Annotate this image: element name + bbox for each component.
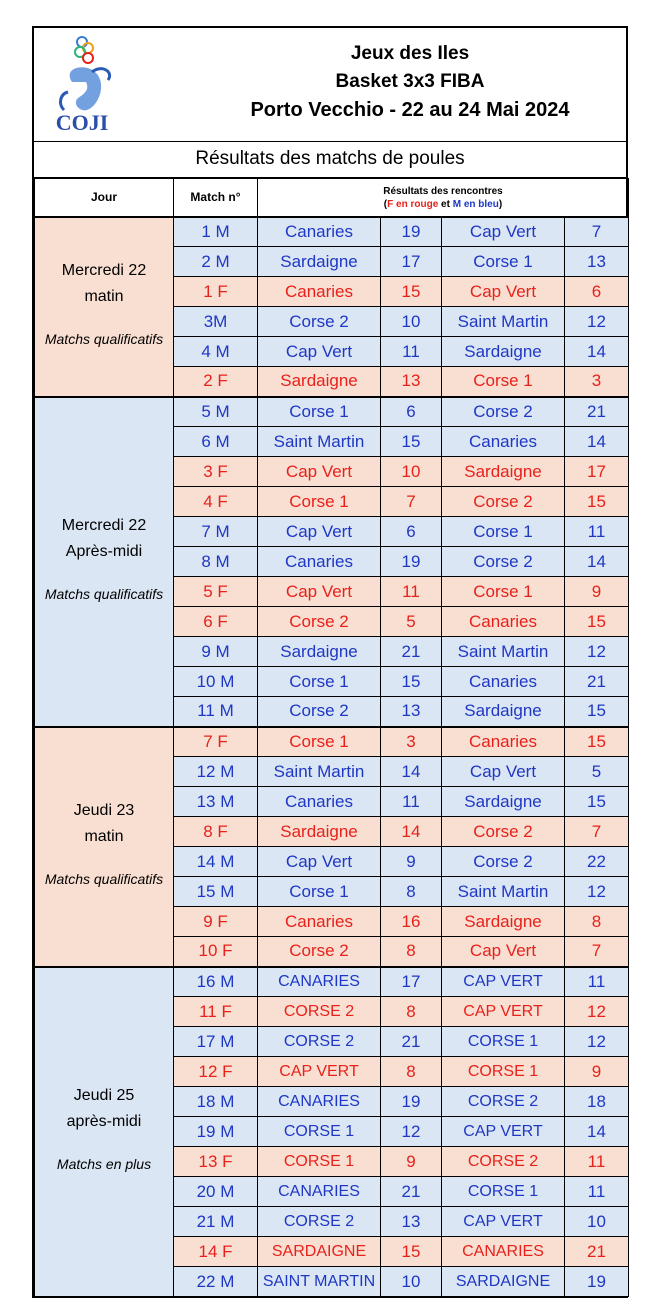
score-2: 7 bbox=[565, 817, 629, 847]
match-number: 5 M bbox=[174, 397, 258, 427]
match-number: 2 F bbox=[174, 367, 258, 397]
score-1: 12 bbox=[381, 1117, 442, 1147]
score-2: 11 bbox=[565, 1177, 629, 1207]
team-1: CAP VERT bbox=[258, 1057, 381, 1087]
match-number: 16 M bbox=[174, 967, 258, 997]
legend-male: M en bleu bbox=[452, 199, 499, 211]
score-1: 19 bbox=[381, 217, 442, 247]
col-results: Résultats des rencontres (F en rouge et M en bleu) bbox=[258, 179, 629, 217]
team-2: CORSE 2 bbox=[442, 1087, 565, 1117]
match-row bbox=[35, 217, 629, 247]
score-2: 6 bbox=[565, 277, 629, 307]
score-1: 14 bbox=[381, 757, 442, 787]
score-2: 21 bbox=[565, 397, 629, 427]
match-row bbox=[35, 397, 629, 427]
session-note: Matchs en plus bbox=[56, 1156, 152, 1173]
score-2: 17 bbox=[565, 457, 629, 487]
team-1: Corse 2 bbox=[258, 937, 381, 967]
match-number: 3M bbox=[174, 307, 258, 337]
team-1: Sardaigne bbox=[258, 817, 381, 847]
score-2: 10 bbox=[565, 1207, 629, 1237]
title-line-1: Jeux des Iles bbox=[350, 43, 470, 64]
session-note: Matchs qualificatifs bbox=[44, 331, 164, 347]
team-2: Canaries bbox=[442, 667, 565, 697]
score-2: 18 bbox=[565, 1087, 629, 1117]
session-day-cell bbox=[35, 727, 174, 967]
match-number: 13 F bbox=[174, 1147, 258, 1177]
score-2: 15 bbox=[565, 487, 629, 517]
match-number: 17 M bbox=[174, 1027, 258, 1057]
team-2: SARDAIGNE bbox=[442, 1267, 565, 1297]
table-subtitle: Résultats des matchs de poules bbox=[34, 142, 626, 178]
team-1: CORSE 2 bbox=[258, 1207, 381, 1237]
score-2: 9 bbox=[565, 577, 629, 607]
score-2: 14 bbox=[565, 1117, 629, 1147]
team-2: CORSE 1 bbox=[442, 1027, 565, 1057]
score-1: 19 bbox=[381, 547, 442, 577]
team-2: Cap Vert bbox=[442, 217, 565, 247]
score-2: 13 bbox=[565, 247, 629, 277]
team-1: Corse 1 bbox=[258, 667, 381, 697]
score-1: 11 bbox=[381, 787, 442, 817]
team-2: Corse 2 bbox=[442, 487, 565, 517]
team-2: Corse 2 bbox=[442, 847, 565, 877]
team-2: Corse 1 bbox=[442, 247, 565, 277]
match-number: 2 M bbox=[174, 247, 258, 277]
score-1: 14 bbox=[381, 817, 442, 847]
match-number: 8 F bbox=[174, 817, 258, 847]
team-1: CORSE 2 bbox=[258, 997, 381, 1027]
score-1: 11 bbox=[381, 577, 442, 607]
session-note: Matchs qualificatifs bbox=[44, 586, 164, 602]
coji-logo bbox=[42, 32, 122, 136]
score-2: 14 bbox=[565, 427, 629, 457]
team-2: CANARIES bbox=[442, 1237, 565, 1267]
team-1: Canaries bbox=[258, 547, 381, 577]
team-2: CORSE 2 bbox=[442, 1147, 565, 1177]
score-1: 15 bbox=[381, 667, 442, 697]
score-1: 13 bbox=[381, 367, 442, 397]
team-1: SAINT MARTIN bbox=[258, 1267, 381, 1297]
match-number: 10 F bbox=[174, 937, 258, 967]
score-2: 15 bbox=[565, 787, 629, 817]
score-2: 9 bbox=[565, 1057, 629, 1087]
header-row bbox=[35, 179, 629, 217]
team-2: Sardaigne bbox=[442, 337, 565, 367]
team-1: CANARIES bbox=[258, 967, 381, 997]
team-2: Sardaigne bbox=[442, 457, 565, 487]
score-2: 21 bbox=[565, 667, 629, 697]
team-1: Canaries bbox=[258, 907, 381, 937]
score-1: 21 bbox=[381, 1027, 442, 1057]
session-day-cell bbox=[35, 397, 174, 727]
team-1: Corse 2 bbox=[258, 697, 381, 727]
match-number: 21 M bbox=[174, 1207, 258, 1237]
match-number: 9 M bbox=[174, 637, 258, 667]
score-1: 21 bbox=[381, 637, 442, 667]
team-2: CAP VERT bbox=[442, 1207, 565, 1237]
team-2: Corse 2 bbox=[442, 397, 565, 427]
team-2: CAP VERT bbox=[442, 1117, 565, 1147]
team-1: SARDAIGNE bbox=[258, 1237, 381, 1267]
match-number: 20 M bbox=[174, 1177, 258, 1207]
team-2: Sardaigne bbox=[442, 907, 565, 937]
results-table bbox=[34, 178, 629, 1297]
legend: (F en rouge et M en bleu) bbox=[383, 199, 503, 211]
event-title bbox=[204, 40, 616, 124]
match-number: 14 F bbox=[174, 1237, 258, 1267]
team-1: Corse 2 bbox=[258, 607, 381, 637]
legend-female: F en rouge bbox=[387, 199, 439, 211]
team-2: CORSE 1 bbox=[442, 1177, 565, 1207]
score-2: 12 bbox=[565, 307, 629, 337]
team-1: Saint Martin bbox=[258, 427, 381, 457]
score-1: 13 bbox=[381, 697, 442, 727]
col-match: Match n° bbox=[174, 179, 258, 217]
score-1: 17 bbox=[381, 967, 442, 997]
score-1: 11 bbox=[381, 337, 442, 367]
team-2: Corse 2 bbox=[442, 817, 565, 847]
score-1: 3 bbox=[381, 727, 442, 757]
score-2: 15 bbox=[565, 727, 629, 757]
team-1: Corse 1 bbox=[258, 727, 381, 757]
title-line-3: Porto Vecchio - 22 au 24 Mai 2024 bbox=[250, 99, 570, 121]
team-1: CANARIES bbox=[258, 1177, 381, 1207]
team-1: Corse 1 bbox=[258, 397, 381, 427]
match-number: 11 M bbox=[174, 697, 258, 727]
score-1: 15 bbox=[381, 277, 442, 307]
team-1: Corse 1 bbox=[258, 487, 381, 517]
match-number: 4 M bbox=[174, 337, 258, 367]
team-1: Cap Vert bbox=[258, 517, 381, 547]
score-2: 15 bbox=[565, 607, 629, 637]
team-2: Corse 2 bbox=[442, 547, 565, 577]
session-time: matin bbox=[84, 288, 124, 305]
team-1: Corse 2 bbox=[258, 307, 381, 337]
team-2: Saint Martin bbox=[442, 307, 565, 337]
match-number: 3 F bbox=[174, 457, 258, 487]
match-number: 1 F bbox=[174, 277, 258, 307]
team-2: Saint Martin bbox=[442, 637, 565, 667]
score-1: 10 bbox=[381, 1267, 442, 1297]
score-1: 6 bbox=[381, 517, 442, 547]
session-day: Mercredi 22 bbox=[61, 262, 147, 279]
session-day-cell bbox=[35, 967, 174, 1297]
match-number: 4 F bbox=[174, 487, 258, 517]
match-row bbox=[35, 727, 629, 757]
score-1: 8 bbox=[381, 997, 442, 1027]
header bbox=[34, 28, 626, 142]
results-sheet bbox=[32, 26, 628, 1298]
match-number: 11 F bbox=[174, 997, 258, 1027]
score-2: 12 bbox=[565, 1027, 629, 1057]
score-1: 9 bbox=[381, 847, 442, 877]
score-2: 12 bbox=[565, 637, 629, 667]
score-2: 8 bbox=[565, 907, 629, 937]
score-1: 13 bbox=[381, 1207, 442, 1237]
team-2: Canaries bbox=[442, 607, 565, 637]
match-number: 6 F bbox=[174, 607, 258, 637]
team-2: Corse 1 bbox=[442, 577, 565, 607]
session-day: Jeudi 23 bbox=[73, 802, 135, 819]
match-number: 22 M bbox=[174, 1267, 258, 1297]
match-number: 5 F bbox=[174, 577, 258, 607]
team-1: Canaries bbox=[258, 277, 381, 307]
team-2: Cap Vert bbox=[442, 937, 565, 967]
match-row bbox=[35, 967, 629, 997]
match-number: 14 M bbox=[174, 847, 258, 877]
score-2: 14 bbox=[565, 337, 629, 367]
session-note: Matchs qualificatifs bbox=[44, 871, 164, 887]
team-2: CAP VERT bbox=[442, 967, 565, 997]
team-1: Cap Vert bbox=[258, 847, 381, 877]
match-number: 13 M bbox=[174, 787, 258, 817]
team-1: CANARIES bbox=[258, 1087, 381, 1117]
session-day: Jeudi 25 bbox=[73, 1087, 135, 1105]
team-1: Sardaigne bbox=[258, 247, 381, 277]
team-1: Canaries bbox=[258, 787, 381, 817]
team-1: CORSE 1 bbox=[258, 1117, 381, 1147]
team-2: Saint Martin bbox=[442, 877, 565, 907]
team-1: Canaries bbox=[258, 217, 381, 247]
session-time: après-midi bbox=[66, 1113, 142, 1131]
team-2: Canaries bbox=[442, 727, 565, 757]
match-number: 10 M bbox=[174, 667, 258, 697]
score-1: 17 bbox=[381, 247, 442, 277]
score-1: 8 bbox=[381, 877, 442, 907]
match-number: 19 M bbox=[174, 1117, 258, 1147]
score-2: 19 bbox=[565, 1267, 629, 1297]
score-2: 7 bbox=[565, 217, 629, 247]
score-1: 16 bbox=[381, 907, 442, 937]
team-2: Corse 1 bbox=[442, 517, 565, 547]
team-1: Cap Vert bbox=[258, 337, 381, 367]
score-2: 7 bbox=[565, 937, 629, 967]
team-1: Corse 1 bbox=[258, 877, 381, 907]
team-1: Cap Vert bbox=[258, 457, 381, 487]
team-2: CORSE 1 bbox=[442, 1057, 565, 1087]
match-number: 15 M bbox=[174, 877, 258, 907]
results-body bbox=[35, 217, 629, 1297]
match-number: 7 M bbox=[174, 517, 258, 547]
score-2: 15 bbox=[565, 697, 629, 727]
score-1: 15 bbox=[381, 427, 442, 457]
score-2: 12 bbox=[565, 877, 629, 907]
session-time: matin bbox=[84, 828, 124, 845]
score-1: 10 bbox=[381, 457, 442, 487]
match-number: 7 F bbox=[174, 727, 258, 757]
score-2: 11 bbox=[565, 1147, 629, 1177]
score-1: 15 bbox=[381, 1237, 442, 1267]
score-1: 10 bbox=[381, 307, 442, 337]
match-number: 12 F bbox=[174, 1057, 258, 1087]
team-2: Sardaigne bbox=[442, 787, 565, 817]
match-number: 6 M bbox=[174, 427, 258, 457]
session-day-cell bbox=[35, 217, 174, 397]
score-2: 22 bbox=[565, 847, 629, 877]
score-1: 7 bbox=[381, 487, 442, 517]
team-1: Saint Martin bbox=[258, 757, 381, 787]
team-1: Sardaigne bbox=[258, 367, 381, 397]
team-1: Sardaigne bbox=[258, 637, 381, 667]
score-2: 21 bbox=[565, 1237, 629, 1267]
score-1: 19 bbox=[381, 1087, 442, 1117]
col-jour: Jour bbox=[35, 179, 174, 217]
score-1: 8 bbox=[381, 937, 442, 967]
score-1: 8 bbox=[381, 1057, 442, 1087]
score-1: 6 bbox=[381, 397, 442, 427]
score-2: 11 bbox=[565, 517, 629, 547]
session-day: Mercredi 22 bbox=[61, 517, 147, 534]
match-number: 8 M bbox=[174, 547, 258, 577]
match-number: 1 M bbox=[174, 217, 258, 247]
score-1: 21 bbox=[381, 1177, 442, 1207]
svg-text:COJI: COJI bbox=[55, 110, 109, 135]
team-1: CORSE 1 bbox=[258, 1147, 381, 1177]
score-1: 5 bbox=[381, 607, 442, 637]
team-2: CAP VERT bbox=[442, 997, 565, 1027]
team-1: Cap Vert bbox=[258, 577, 381, 607]
score-2: 5 bbox=[565, 757, 629, 787]
session-time: Après-midi bbox=[65, 543, 143, 560]
score-2: 11 bbox=[565, 967, 629, 997]
match-number: 9 F bbox=[174, 907, 258, 937]
team-2: Cap Vert bbox=[442, 277, 565, 307]
team-1: CORSE 2 bbox=[258, 1027, 381, 1057]
score-1: 9 bbox=[381, 1147, 442, 1177]
team-2: Sardaigne bbox=[442, 697, 565, 727]
team-2: Corse 1 bbox=[442, 367, 565, 397]
match-number: 18 M bbox=[174, 1087, 258, 1117]
score-2: 12 bbox=[565, 997, 629, 1027]
match-number: 12 M bbox=[174, 757, 258, 787]
team-2: Canaries bbox=[442, 427, 565, 457]
score-2: 3 bbox=[565, 367, 629, 397]
team-2: Cap Vert bbox=[442, 757, 565, 787]
score-2: 14 bbox=[565, 547, 629, 577]
title-line-2: Basket 3x3 FIBA bbox=[335, 71, 485, 92]
